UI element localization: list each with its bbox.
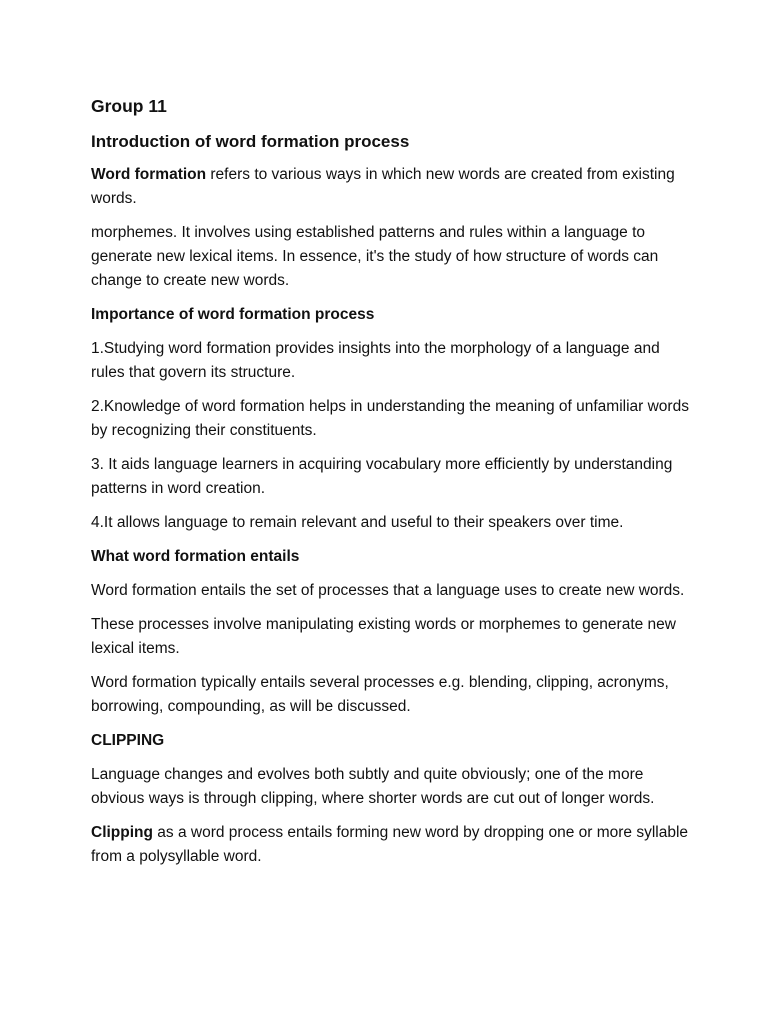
entails-paragraph-2: These processes involve manipulating existing words or morphemes to generate new lexical items. [91,616,676,657]
clipping-definition [91,821,691,869]
entails-paragraph-3: Word formation typically entails several processes e.g. blending, clipping, acronyms, borrowing, compounding, as will be discussed. [91,674,669,715]
importance-item-1: 1.Studying word formation provides insights into the morphology of a language and rules that govern its structure. [91,340,660,381]
entails-paragraph-1: Word formation entails the set of processes that a language uses to create new words. [91,582,685,599]
clipping-heading: CLIPPING [91,732,165,749]
morphemes-paragraph: morphemes. It involves using established patterns and rules within a language to generate new lexical items. In essence, it's the study of how structure of words can change to create new words. [91,224,659,289]
document-page [91,94,691,879]
intro-paragraph [91,163,691,211]
intro-text: refers to various ways in which new words are created from existing words. [91,166,675,207]
document-subtitle: Introduction of word formation process [91,132,410,151]
importance-item-3: 3. It aids language learners in acquiring vocabulary more efficiently by understanding patterns in word creation. [91,456,673,497]
clipping-definition-text: as a word process entails forming new word by dropping one or more syllable from a polysyllable word. [91,824,689,865]
intro-term: Word formation [91,166,207,183]
clipping-paragraph: Language changes and evolves both subtly and quite obviously; one of the more obvious ways is through clipping, where shorter words are cut out of longer words. [91,766,655,807]
importance-item-2: 2.Knowledge of word formation helps in understanding the meaning of unfamiliar words by recognizing their constituents. [91,398,689,439]
clipping-term: Clipping [91,824,153,841]
importance-item-4: 4.It allows language to remain relevant and useful to their speakers over time. [91,514,624,531]
importance-heading: Importance of word formation process [91,306,375,323]
entails-heading: What word formation entails [91,548,300,565]
document-title: Group 11 [91,96,167,116]
